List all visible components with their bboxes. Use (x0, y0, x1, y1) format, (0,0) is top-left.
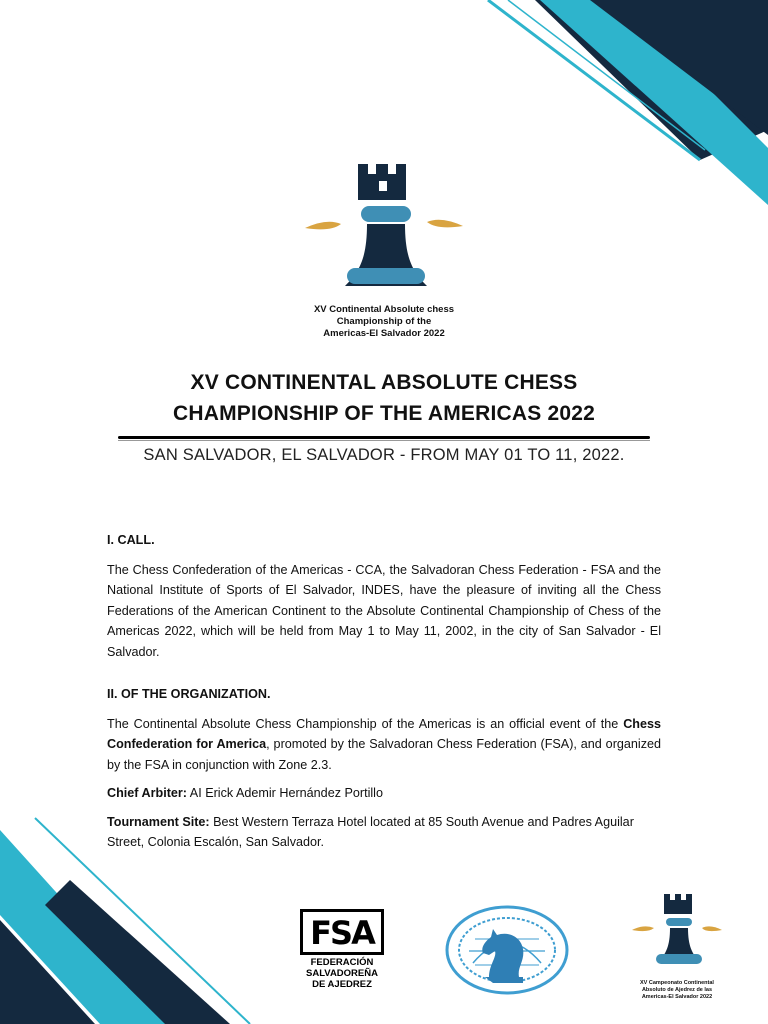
organization-text-start: The Continental Absolute Chess Championship of the Americas is an official event of the (107, 716, 624, 731)
fsa-logo-line: DE AJEDREZ (312, 979, 372, 990)
fsa-logo-letters: FSA (310, 914, 374, 952)
event-logo-caption-line: Absoluto de Ajedrez de las (641, 987, 713, 993)
call-paragraph: The Chess Confederation of the Americas - CCA, the Salvadoran Chess Federation - FSA and the National Institute of Sports of El Salvador, INDES, have the pleasure of inviting all the Chess Federations of the American Continent to the Absolute Continental Championship of Chess of the Americas 2022, which will be held from May 1 to May 11, 2002, in the city of San Salvador - El Salvador. (107, 562, 661, 659)
chief-arbiter-label: Chief Arbiter: (107, 786, 187, 800)
event-logo-caption (627, 980, 727, 1001)
title-line-2: CHAMPIONSHIP OF THE AMERICAS 2022 (172, 402, 595, 425)
chess-rook-icon (345, 164, 427, 286)
event-location-dates: SAN SALVADOR, EL SALVADOR - FROM MAY 01 TO 11, 2022. (143, 446, 625, 464)
section-heading-organization: II. OF THE ORGANIZATION. (107, 687, 271, 701)
event-logo-caption-line: Americas-El Salvador 2022 (641, 994, 713, 1000)
fsa-logo (300, 909, 384, 989)
organization-paragraph (107, 714, 661, 776)
gold-swash-right (427, 220, 463, 228)
title-line-1: XV CONTINENTAL ABSOLUTE CHESS (190, 371, 578, 394)
document-title (90, 367, 678, 429)
chess-rook-icon (656, 894, 702, 964)
fsa-logo-line: SALVADOREÑA (306, 968, 378, 979)
fsa-logo-box (300, 909, 384, 955)
tournament-site-value: Best Western Terraza Hotel located at 85 South Avenue and Padres Aguilar Street, Colonia Escalón, San Salvador. (107, 814, 634, 849)
chief-arbiter-value: AI Erick Ademir Hernández Portillo (187, 786, 383, 800)
tournament-site (107, 812, 661, 853)
fsa-logo-text (300, 957, 384, 990)
logo-caption-line: Championship of the (336, 316, 432, 327)
organization-text-bold: Chess Confederation for America (107, 716, 661, 751)
title-divider-shadow (118, 440, 650, 441)
document-body (107, 530, 661, 861)
logo-caption (284, 304, 484, 340)
logo-caption-line: Americas-El Salvador 2022 (323, 328, 445, 339)
chief-arbiter (107, 783, 661, 804)
event-logo-caption-line: XV Campeonato Continental (640, 980, 714, 986)
tournament-site-label: Tournament Site: (107, 814, 210, 829)
organization-text-end: , promoted by the Salvadoran Chess Federation (FSA), and organized by the FSA in conjunction with Zone 2.3. (107, 737, 661, 772)
title-divider (118, 436, 650, 439)
gold-swash-left (305, 222, 341, 230)
section-heading-call: I. CALL. (107, 533, 155, 547)
logo-caption-line: XV Continental Absolute chess (313, 304, 455, 315)
cca-logo (445, 903, 569, 997)
fsa-logo-line: FEDERACIÓN (310, 957, 374, 968)
